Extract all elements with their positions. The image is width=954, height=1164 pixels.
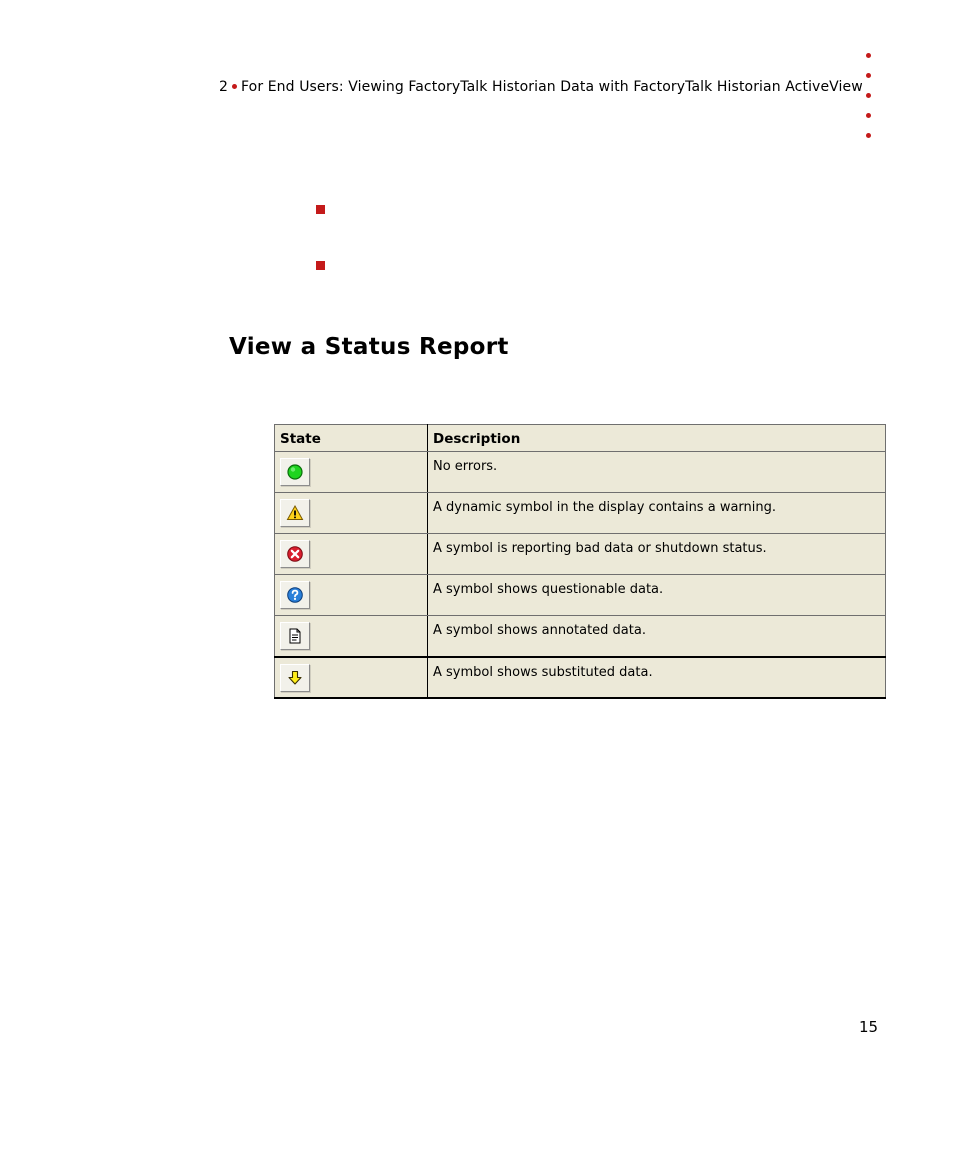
column-header-description: Description bbox=[428, 425, 886, 452]
table-header-row bbox=[275, 425, 886, 452]
state-cell bbox=[275, 575, 428, 616]
margin-dot-icon bbox=[866, 53, 871, 58]
description-cell: No errors. bbox=[428, 452, 886, 493]
list-bullet-icon bbox=[316, 261, 325, 270]
state-cell bbox=[275, 493, 428, 534]
state-cell bbox=[275, 657, 428, 698]
question-mark-icon bbox=[286, 586, 304, 604]
table-row bbox=[275, 534, 886, 575]
state-cell bbox=[275, 616, 428, 657]
page-number: 15 bbox=[859, 1018, 879, 1036]
state-cell bbox=[275, 534, 428, 575]
status-button[interactable] bbox=[280, 664, 310, 692]
substituted-down-arrow-icon bbox=[286, 669, 304, 687]
status-button[interactable] bbox=[280, 622, 310, 650]
table-row bbox=[275, 657, 886, 698]
status-button[interactable] bbox=[280, 581, 310, 609]
margin-dots-decoration bbox=[866, 53, 872, 153]
margin-dot-icon bbox=[866, 113, 871, 118]
status-button[interactable] bbox=[280, 540, 310, 568]
list-bullet-icon bbox=[316, 205, 325, 214]
margin-dot-icon bbox=[866, 93, 871, 98]
description-cell: A symbol is reporting bad data or shutdown status. bbox=[428, 534, 886, 575]
description-cell: A symbol shows substituted data. bbox=[428, 657, 886, 698]
bullet-dot-icon bbox=[232, 84, 237, 89]
page-header bbox=[219, 79, 863, 95]
green-circle-icon bbox=[286, 463, 304, 481]
margin-dot-icon bbox=[866, 73, 871, 78]
annotation-document-icon bbox=[286, 627, 304, 645]
state-cell bbox=[275, 452, 428, 493]
column-header-state: State bbox=[275, 425, 428, 452]
section-title: View a Status Report bbox=[229, 334, 509, 360]
warning-triangle-icon bbox=[286, 504, 304, 522]
table-row bbox=[275, 616, 886, 657]
description-cell: A symbol shows questionable data. bbox=[428, 575, 886, 616]
table-row bbox=[275, 575, 886, 616]
description-cell: A dynamic symbol in the display contains a warning. bbox=[428, 493, 886, 534]
status-button[interactable] bbox=[280, 458, 310, 486]
status-table bbox=[274, 424, 886, 699]
table-row bbox=[275, 452, 886, 493]
chapter-number: 2 bbox=[219, 79, 229, 95]
description-cell: A symbol shows annotated data. bbox=[428, 616, 886, 657]
red-error-icon bbox=[286, 545, 304, 563]
table-row bbox=[275, 493, 886, 534]
status-button[interactable] bbox=[280, 499, 310, 527]
margin-dot-icon bbox=[866, 133, 871, 138]
chapter-title: For End Users: Viewing FactoryTalk Historian Data with FactoryTalk Historian ActiveView bbox=[241, 79, 863, 95]
